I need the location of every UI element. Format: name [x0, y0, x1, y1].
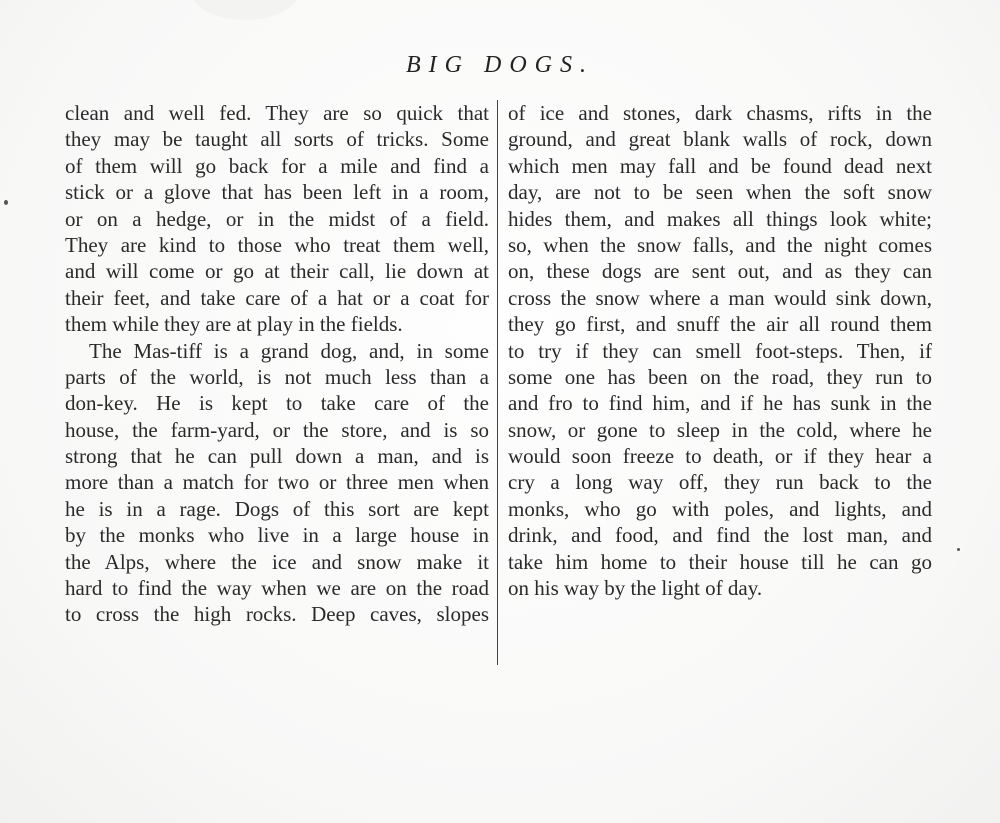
text-line: don-key. He is kept to take care of the [65, 391, 489, 416]
text-line: and fro to find him, and if he has sunk in the [508, 391, 932, 416]
text-line: more than a match for two or three men when [65, 470, 489, 495]
text-line: some one has been on the road, they run to [508, 364, 932, 389]
text-line: them while they are at play in the fields. [65, 312, 403, 337]
text-line: so, when the snow falls, and the night comes [508, 232, 932, 257]
text-line: hides them, and makes all things look white; [508, 206, 932, 231]
text-line: cross the snow where a man would sink down, [508, 285, 932, 310]
text-line: day, are not to be seen when the soft snow [508, 180, 932, 205]
text-line: they may be taught all sorts of tricks. Some [65, 127, 489, 152]
text-line: snow, or gone to sleep in the cold, where he [508, 417, 932, 442]
left-column [65, 100, 489, 628]
text-line: their feet, and take care of a hat or a coat for [65, 285, 489, 310]
text-line: he is in a rage. Dogs of this sort are kept [65, 496, 489, 521]
text-line: stick or a glove that has been left in a room, [65, 180, 489, 205]
text-line: to cross the high rocks. Deep caves, slopes [65, 602, 489, 627]
text-line: clean and well fed. They are so quick that [65, 101, 489, 125]
text-line: drink, and food, and find the lost man, and [508, 523, 932, 548]
text-line: ground, and great blank walls of rock, down [508, 127, 932, 152]
text-line: monks, who go with poles, and lights, and [508, 496, 932, 521]
page-title: BIG DOGS. [406, 52, 594, 78]
text-line: take him home to their house till he can go [508, 549, 932, 574]
text-line: which men may fall and be found dead next [508, 153, 932, 178]
ink-speck [4, 200, 8, 205]
text-line: parts of the world, is not much less than a [65, 364, 489, 389]
text-line: they go first, and snuff the air all round them [508, 312, 932, 337]
text-line: by the monks who live in a large house in [65, 523, 489, 548]
text-line: the Alps, where the ice and snow make it [65, 549, 489, 574]
text-line: cry a long way off, they run back to the [508, 470, 932, 495]
right-column [508, 100, 932, 601]
text-line: and will come or go at their call, lie down at [65, 259, 489, 284]
text-line: or on a hedge, or in the midst of a field. [65, 206, 489, 231]
text-line: on, these dogs are sent out, and as they can [508, 259, 932, 284]
text-line: would soon freeze to death, or if they hear a [508, 444, 932, 469]
text-line: of them will go back for a mile and find a [65, 153, 489, 178]
text-line: on his way by the light of day. [508, 576, 763, 601]
text-line: They are kind to those who treat them well, [65, 232, 489, 257]
text-line: hard to find the way when we are on the road [65, 576, 489, 601]
text-line: strong that he can pull down a man, and is [65, 444, 489, 469]
text-line: to try if they can smell foot-steps. Then, if [508, 338, 932, 363]
column-divider [497, 100, 498, 665]
page-shadow [190, 0, 300, 20]
text-line: of ice and stones, dark chasms, rifts in the [508, 101, 932, 125]
ink-speck [957, 548, 960, 551]
text-line: house, the farm-yard, or the store, and is so [65, 417, 489, 442]
text-line: The Mas-tiff is a grand dog, and, in some [89, 338, 489, 363]
